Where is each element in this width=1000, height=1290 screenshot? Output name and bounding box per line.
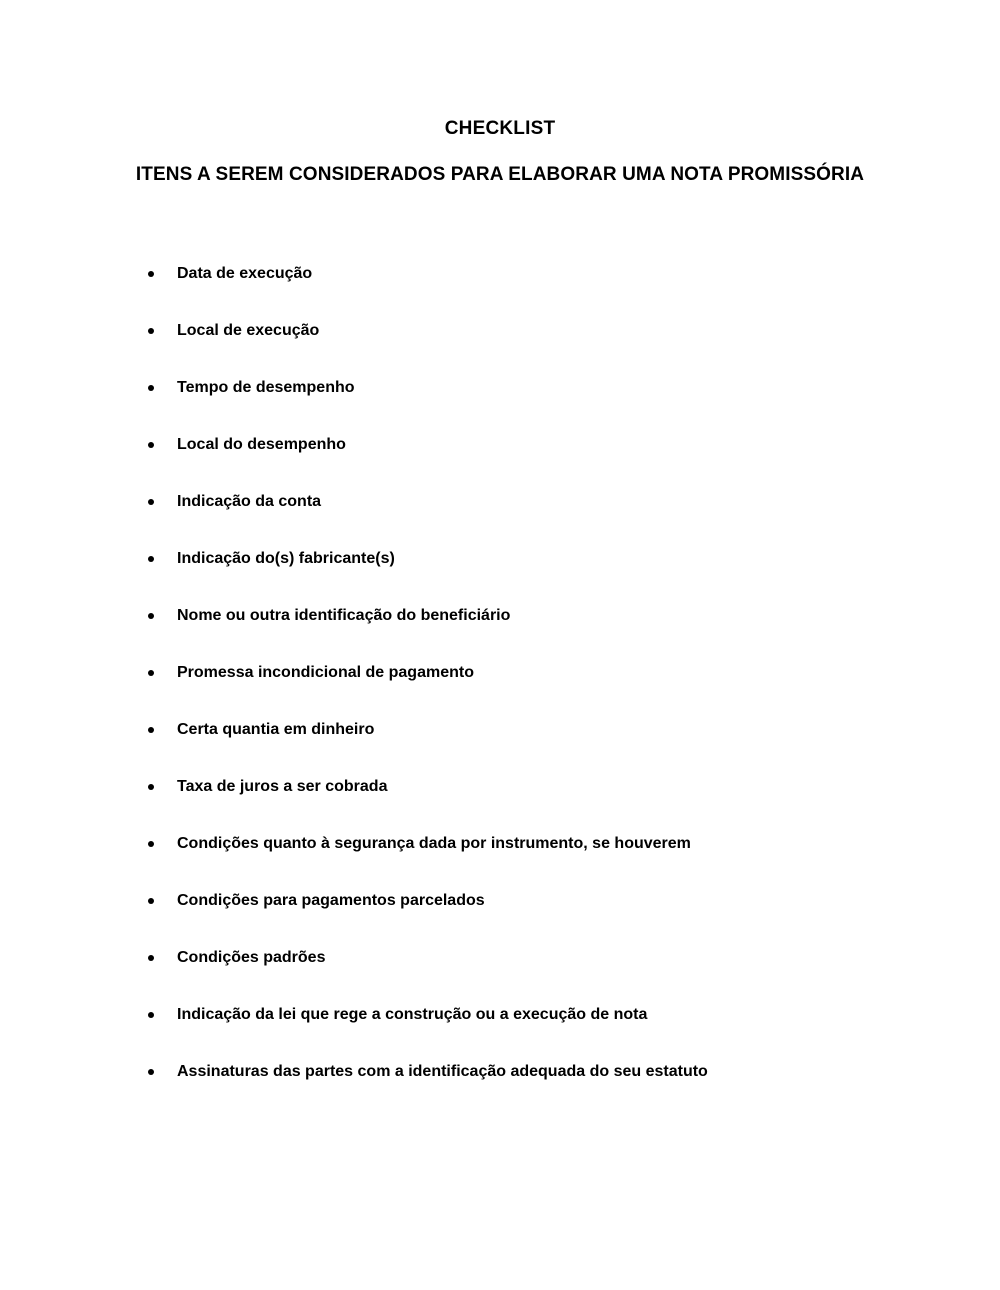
list-item xyxy=(148,1005,940,1024)
list-item-text: Local do desempenho xyxy=(177,436,346,453)
list-item-text: Tempo de desempenho xyxy=(177,379,355,396)
list-item-text: Condições quanto à segurança dada por instrumento, se houverem xyxy=(177,835,691,852)
bullet-icon xyxy=(148,1069,154,1075)
list-item xyxy=(148,549,940,568)
bullet-icon xyxy=(148,670,154,676)
bullet-icon xyxy=(148,499,154,505)
list-item-text: Indicação da lei que rege a construção ou a execução de nota xyxy=(177,1006,648,1023)
bullet-icon xyxy=(148,898,154,904)
list-item xyxy=(148,492,940,511)
list-item-text: Condições padrões xyxy=(177,949,326,966)
list-item xyxy=(148,435,940,454)
list-item xyxy=(148,948,940,967)
bullet-icon xyxy=(148,727,154,733)
list-item-text: Assinaturas das partes com a identificação adequada do seu estatuto xyxy=(177,1063,708,1080)
bullet-icon xyxy=(148,841,154,847)
list-item-text: Taxa de juros a ser cobrada xyxy=(177,778,388,795)
bullet-icon xyxy=(148,442,154,448)
list-item-text: Condições para pagamentos parcelados xyxy=(177,892,485,909)
page-title: CHECKLIST xyxy=(444,118,556,139)
list-item xyxy=(148,720,940,739)
list-item xyxy=(148,891,940,910)
bullet-icon xyxy=(148,556,154,562)
list-item-text: Nome ou outra identificação do beneficiário xyxy=(177,607,511,624)
bullet-icon xyxy=(148,784,154,790)
list-item xyxy=(148,663,940,682)
bullet-icon xyxy=(148,271,154,277)
list-item xyxy=(148,321,940,340)
list-item-text: Indicação do(s) fabricante(s) xyxy=(177,550,395,567)
list-item xyxy=(148,606,940,625)
list-item xyxy=(148,777,940,796)
checklist xyxy=(148,264,940,1081)
list-item-text: Certa quantia em dinheiro xyxy=(177,721,375,738)
list-item-text: Indicação da conta xyxy=(177,493,322,510)
bullet-icon xyxy=(148,385,154,391)
bullet-icon xyxy=(148,955,154,961)
list-item-text: Promessa incondicional de pagamento xyxy=(177,664,474,681)
list-item xyxy=(148,834,940,853)
list-item-text: Local de execução xyxy=(177,322,320,339)
bullet-icon xyxy=(148,1012,154,1018)
list-item xyxy=(148,378,940,397)
page-subtitle: ITENS A SEREM CONSIDERADOS PARA ELABORAR UMA NOTA PROMISSÓRIA xyxy=(135,164,865,185)
bullet-icon xyxy=(148,328,154,334)
list-item-text: Data de execução xyxy=(177,265,313,282)
bullet-icon xyxy=(148,613,154,619)
list-item xyxy=(148,1062,940,1081)
list-item xyxy=(148,264,940,283)
